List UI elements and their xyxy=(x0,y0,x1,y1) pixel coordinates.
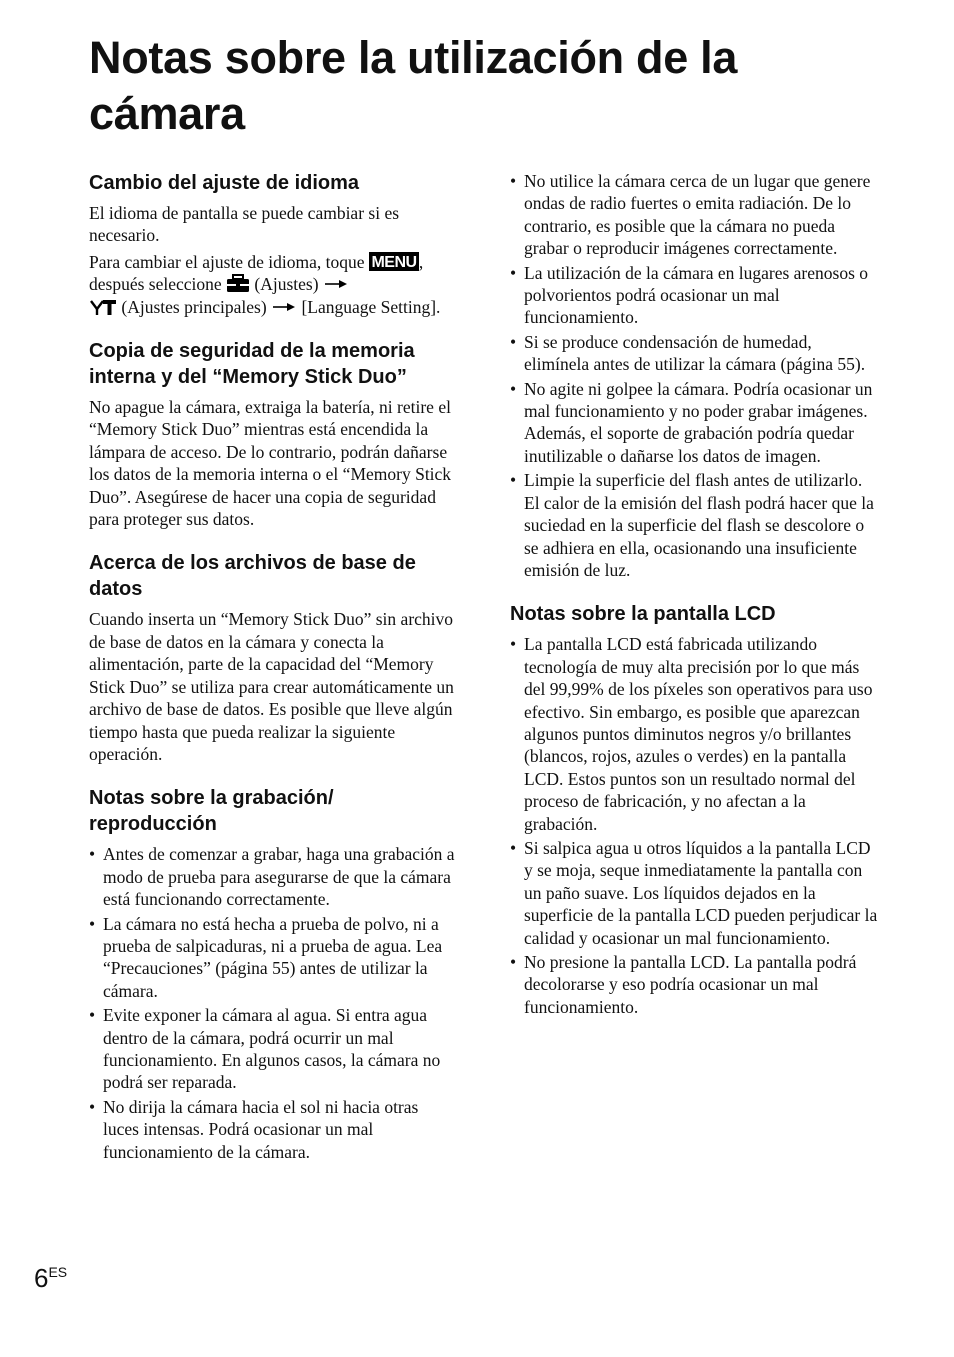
page-number-value: 6 xyxy=(34,1263,49,1293)
idioma-text-b: , después seleccione xyxy=(89,251,424,295)
heading-idioma: Cambio del ajuste de idioma xyxy=(89,172,360,194)
toolbox-icon xyxy=(226,274,250,293)
list-item: • Si se produce condensación de humedad, elimínela antes de utilizar la cámara (página 55). xyxy=(510,331,880,376)
section-lcd xyxy=(510,601,880,1018)
idioma-text-d: (Ajustes principales) xyxy=(121,296,267,317)
right-arrow-icon xyxy=(273,302,295,312)
list-item: • No presione la pantalla LCD. La pantalla podrá decolorarse y eso podría ocasionar un mal funcionamiento. xyxy=(510,951,880,1018)
idioma-text-e: [Language Setting]. xyxy=(301,296,441,317)
main-settings-icon xyxy=(89,297,117,316)
archivos-paragraph: Cuando inserta un “Memory Stick Duo” sin archivo de base de datos en la cámara y conecta la alimentación, parte de la capacidad del “Memory Stick Duo” se utiliza para crear automáticamente un archivo de base de datos. Es posible que lleve algún tiempo hasta que pueda realizar la siguiente operación. xyxy=(89,609,454,764)
grabacion-list-continued xyxy=(510,170,880,581)
section-grabacion xyxy=(89,785,457,1163)
heading-archivos: Acerca de los archivos de base de datos xyxy=(89,552,416,601)
page-number xyxy=(34,1263,67,1294)
section-idioma xyxy=(89,170,457,318)
left-column xyxy=(89,170,457,1183)
page-language-code: ES xyxy=(48,1264,68,1280)
menu-icon-label: MENU xyxy=(371,253,417,271)
list-item: • Si salpica agua u otros líquidos a la pantalla LCD y se moja, seque inmediatamente la pantalla con un paño suave. Los líquidos dejados en la superficie de la pantalla LCD pueden perjudicar la calidad y ocasionar un mal funcionamiento. xyxy=(510,837,880,949)
copia-paragraph: No apague la cámara, extraiga la batería, ni retire el “Memory Stick Duo” mientras está encendida la lámpara de acceso. De lo contrario, podrán dañarse los datos de la memoria interna o el “Memory Stick Duo”. Asegúrese de hacer una copia de seguridad para proteger sus datos. xyxy=(89,397,452,530)
grabacion-list xyxy=(89,843,457,1163)
idioma-paragraph-1: El idioma de pantalla se puede cambiar si es necesario. xyxy=(89,203,400,246)
right-column xyxy=(510,170,880,1038)
list-item: • La pantalla LCD está fabricada utilizando tecnología de muy alta precisión por lo que más del 99,99% de los píxeles son operativos para uso efectivo. Sin embargo, es posible que aparezcan algunos puntos diminutos negros y/o brillantes (blancos, rojos, azules o verdes) en la pantalla LCD. Estos puntos son un resultado normal del proceso de fabricación, y no afectan a la grabación. xyxy=(510,633,880,835)
list-item: • No utilice la cámara cerca de un lugar que genere ondas de radio fuertes o emita radiación. De lo contrario, es posible que la cámara no pueda grabar o reproducir imágenes correctamente. xyxy=(510,170,880,260)
menu-button-icon xyxy=(369,252,419,271)
section-archivos xyxy=(89,550,457,765)
heading-grabacion: Notas sobre la grabación/ reproducción xyxy=(89,787,334,836)
heading-copia: Copia de seguridad de la memoria interna y del “Memory Stick Duo” xyxy=(89,340,415,389)
idioma-text-a: Para cambiar el ajuste de idioma, toque xyxy=(89,251,365,272)
list-item: • La utilización de la cámara en lugares arenosos o polvorientos podrá ocasionar un mal funcionamiento. xyxy=(510,262,880,329)
section-copia xyxy=(89,338,457,530)
section-grabacion-cont xyxy=(510,170,880,581)
list-item: • Evite exponer la cámara al agua. Si entra agua dentro de la cámara, podrá ocurrir un mal funcionamiento. En algunos casos, la cámara no podrá ser reparada. xyxy=(89,1004,457,1094)
idioma-text-c: (Ajustes) xyxy=(254,274,319,295)
list-item: • Antes de comenzar a grabar, haga una grabación a modo de prueba para asegurarse de que la cámara está funcionando correctamente. xyxy=(89,843,457,910)
list-item: • No dirija la cámara hacia el sol ni hacia otras luces intensas. Podrá ocasionar un mal funcionamiento de la cámara. xyxy=(89,1096,457,1163)
heading-lcd: Notas sobre la pantalla LCD xyxy=(510,603,776,626)
page-title: Notas sobre la utilización de la cámara xyxy=(89,32,738,139)
list-item: • No agite ni golpee la cámara. Podría ocasionar un mal funcionamiento y no poder grabar imágenes. Además, el soporte de grabación podría quedar inutilizable o dañarse los datos de imagen. xyxy=(510,378,880,468)
idioma-paragraph-2 xyxy=(89,251,457,318)
right-arrow-icon xyxy=(325,279,347,289)
list-item: • Limpie la superficie del flash antes de utilizarlo. El calor de la emisión del flash podrá hacer que la suciedad en la superficie del flash se descolore o se adhiera en ella, ocasionando una insuficiente emisión de luz. xyxy=(510,469,880,581)
list-item: • La cámara no está hecha a prueba de polvo, ni a prueba de salpicaduras, ni a prueba de agua. Lea “Precauciones” (página 55) antes de utilizar la cámara. xyxy=(89,913,457,1003)
lcd-list xyxy=(510,633,880,1018)
